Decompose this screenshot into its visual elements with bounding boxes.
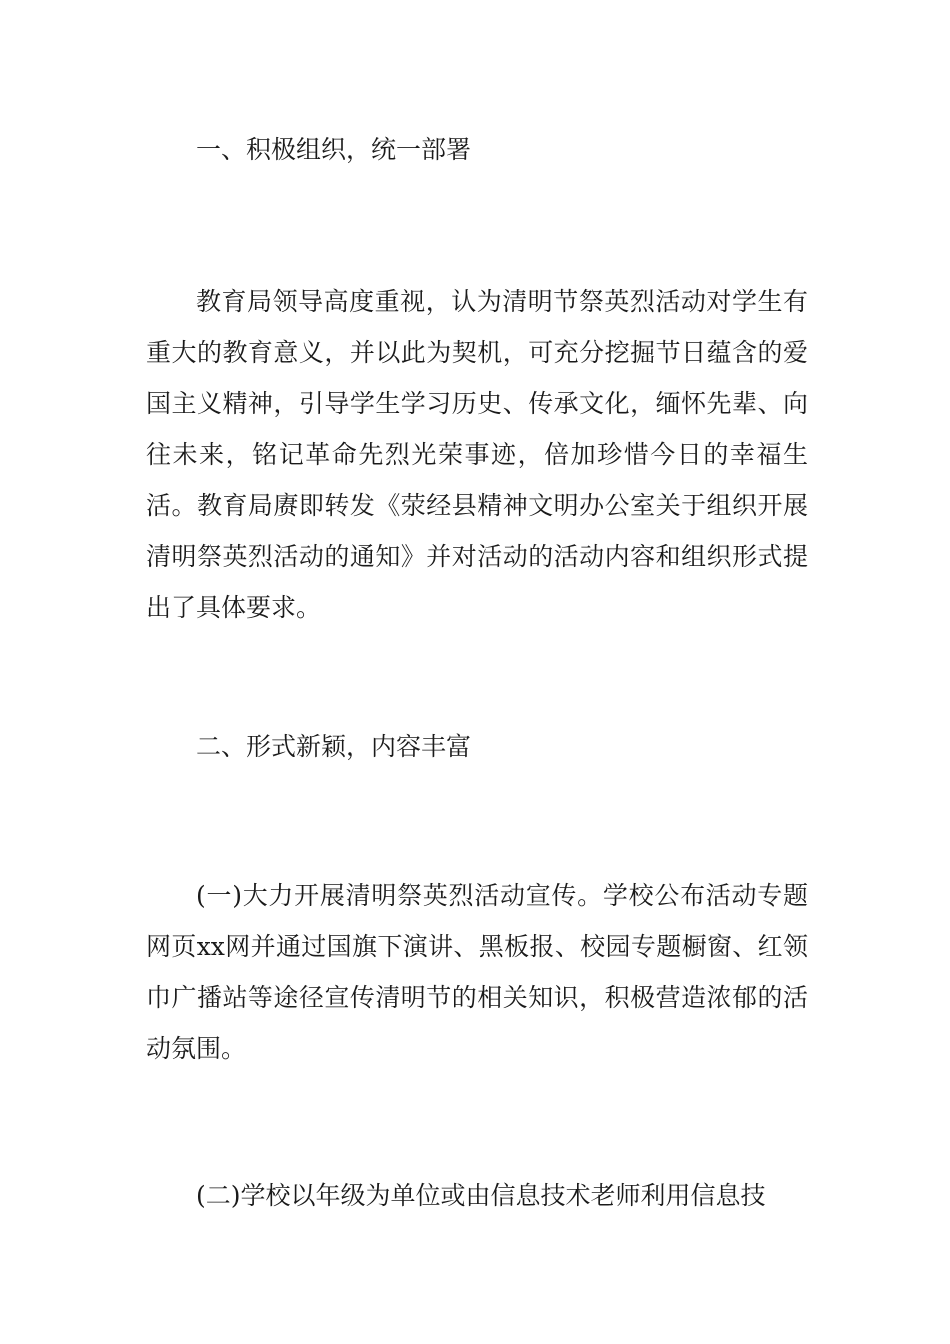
section-heading-1: 一、积极组织，统一部署 (196, 135, 472, 164)
paragraph-item-1: (一)大力开展清明祭英烈活动宣传。学校公布活动专题网页xx网并通过国旗下演讲、黑板报、校园专题橱窗、红领巾广播站等途径宣传清明节的相关知识，积极营造浓郁的活动氛围。 (146, 881, 808, 1063)
paragraph-item-2: (二)学校以年级为单位或由信息技术老师利用信息技 (196, 1181, 766, 1210)
section-heading-2: 二、形式新颖，内容丰富 (196, 732, 472, 761)
paragraph-leadership: 教育局领导高度重视，认为清明节祭英烈活动对学生有重大的教育意义，并以此为契机，可充分挖掘节日蕴含的爱国主义精神，引导学生学习历史、传承文化，缅怀先辈、向往未来，铭记革命先烈光荣事迹，倍加珍惜今日的幸福生活。教育局赓即转发《荥经县精神文明办公室关于组织开展清明祭英烈活动的通知》并对活动的活动内容和组织形式提出了具体要求。 (146, 287, 808, 622)
